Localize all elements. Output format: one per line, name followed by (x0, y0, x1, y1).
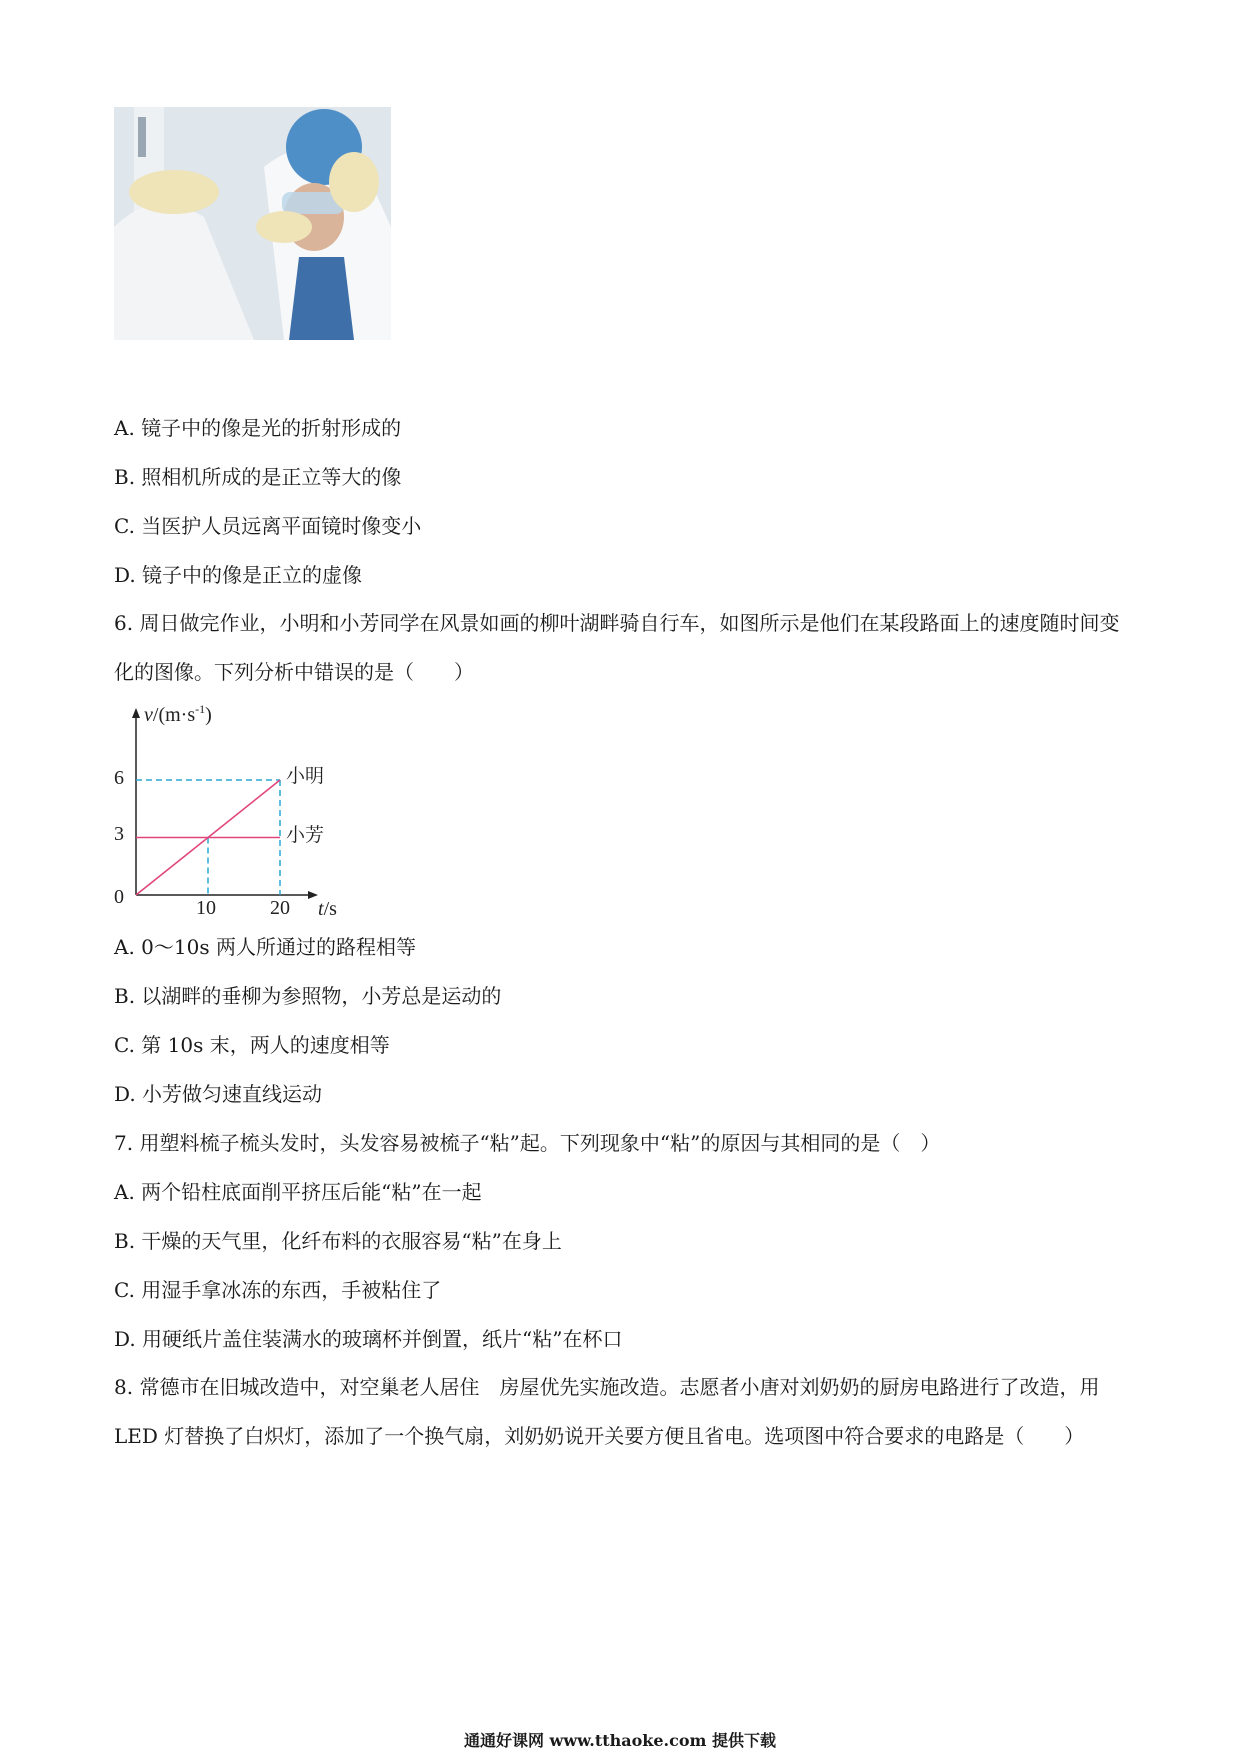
q5-option-a: A. 镜子中的像是光的折射形成的 (114, 416, 402, 440)
y-tick-6: 6 (114, 767, 124, 789)
series-label-xiaoming: 小明 (286, 765, 325, 787)
y-axis-label-unit: /(m·s (152, 704, 196, 726)
q5-option-b: B. 照相机所成的是正立等大的像 (114, 465, 402, 489)
mirror-photo (114, 107, 391, 340)
x-axis-label (318, 898, 337, 920)
y-axis-label-symbol: v (144, 704, 153, 726)
q7-option-d: D. 用硬纸片盖住装满水的玻璃杯并倒置，纸片“粘”在杯口 (114, 1327, 623, 1351)
q7-option-c: C. 用湿手拿冰冻的东西，手被粘住了 (114, 1278, 442, 1302)
q6-option-b: B. 以湖畔的垂柳为参照物，小芳总是运动的 (114, 984, 502, 1008)
y-tick-3: 3 (114, 823, 124, 845)
q5-option-c: C. 当医护人员远离平面镜时像变小 (114, 514, 422, 538)
y-axis-label-exponent: -1 (195, 702, 206, 716)
x-axis-label-unit: /s (323, 898, 337, 920)
y-axis-label (144, 702, 212, 726)
x-axis-arrow (308, 891, 318, 899)
x-tick-10: 10 (196, 897, 216, 919)
q7-option-a: A. 两个铅柱底面削平挤压后能“粘”在一起 (114, 1180, 482, 1204)
x-tick-20: 20 (270, 897, 290, 919)
y-axis-arrow (132, 708, 140, 718)
q7-stem: 7. 用塑料梳子梳头发时，头发容易被梳子“粘”起。下列现象中“粘”的原因与其相同的是（ ） (114, 1131, 941, 1155)
q5-option-d: D. 镜子中的像是正立的虚像 (114, 563, 363, 587)
x-axis-label-symbol: t (318, 898, 324, 920)
q7-option-b: B. 干燥的天气里，化纤布料的衣服容易“粘”在身上 (114, 1229, 562, 1253)
origin-label: 0 (114, 886, 124, 908)
q6-stem: 6. 周日做完作业，小明和小芳同学在风景如画的柳叶湖畔骑自行车，如图所示是他们在某段路面上的速度随时间变化的图像。下列分析中错误的是（ ） (114, 611, 1120, 684)
chart-axes (132, 708, 318, 899)
q6-option-c: C. 第 10s 末，两人的速度相等 (114, 1033, 390, 1057)
chart-labels (114, 702, 337, 920)
q6-option-d: D. 小芳做匀速直线运动 (114, 1082, 323, 1106)
q6-option-a: A. 0～10s 两人所通过的路程相等 (114, 935, 416, 959)
velocity-time-chart (100, 700, 380, 920)
series-label-xiaofang: 小芳 (286, 824, 325, 846)
q8-stem: 8. 常德市在旧城改造中，对空巢老人居住 房屋优先实施改造。志愿者小唐对刘奶奶的厨房电路进行了改造，用 LED 灯替换了白炽灯，添加了一个换气扇，刘奶奶说开关要方便且省电。选项图中符合要求的电路是（ ） (114, 1375, 1100, 1448)
y-axis-label-close: ) (205, 704, 212, 726)
page-footer: 通通好课网 www.tthaoke.com 提供下载 (463, 1731, 777, 1750)
